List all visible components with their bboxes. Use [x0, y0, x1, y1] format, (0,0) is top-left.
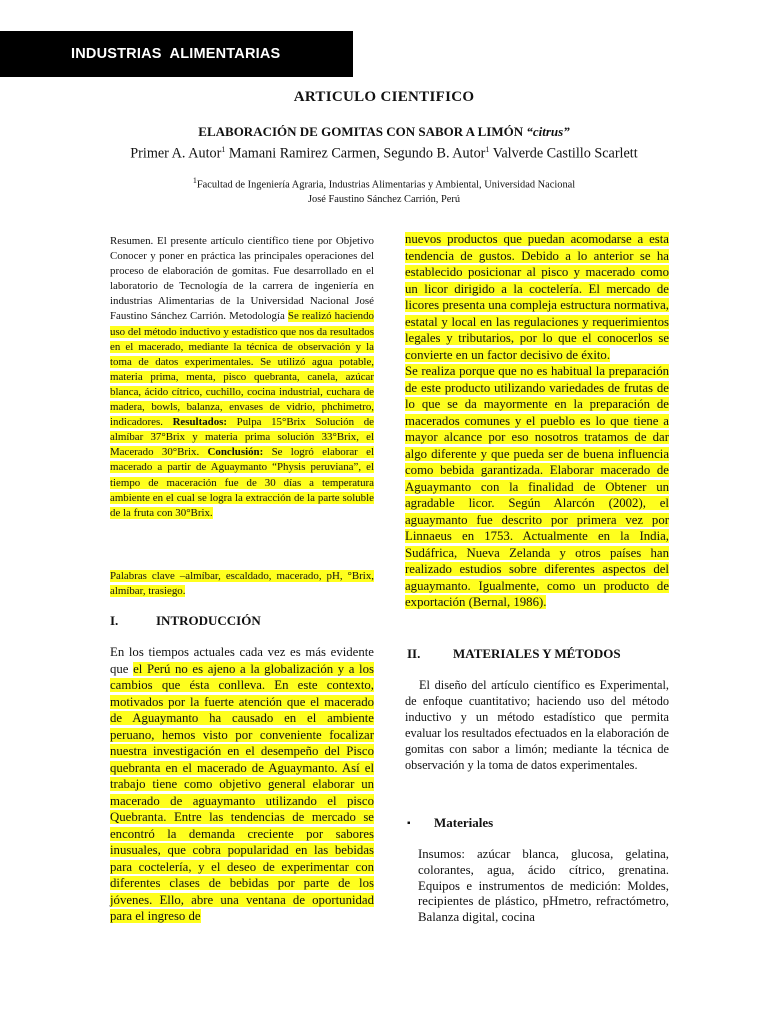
- abstract-conclusion: Se logró elaborar el macerado a partir de Aguaymanto “Physis peruviana”, el tiempo de maceración fue de 30 días a temperatura ambiente en el cual se logra la extracción de la parte soluble de la fruta con 30°Brix.: [110, 446, 374, 519]
- methods-heading: [407, 646, 621, 662]
- introduction-start: En los tiempos actuales cada vez es más evidente que: [110, 645, 374, 676]
- abstract-method: Se realizó haciendo uso del método inductivo y estadístico que nos da resultados en el macerado, mediante la técnica de observación y la toma de datos experimentales. Se utilizó agua potable, materia prima, menta, pisco quebranta, canela, azúcar blanca, ácido cítrico, cuchillo, cocina industrial, cuchara de madera, bowls, balanza, envases de vidrio, phchimetro, indicadores.: [110, 310, 374, 429]
- methods-number: II.: [407, 646, 421, 661]
- keywords-text: Palabras clave –almíbar, escaldado, macerado, pH, °Brix, almíbar, trasiego.: [110, 570, 374, 598]
- square-bullet-icon: ▪: [407, 818, 411, 829]
- right-paragraph-2: Se realiza porque que no es habitual la preparación de este producto utilizando variedades de frutas de lo que se da mayormente en la preparación de macerados comunes y el pueblo es lo que tiene a mayor alcance por eso nosotros tratamos de dar algo diferente y que pueda ser de buena influencia como bebida garantizada. Elaborar macerado de Aguaymanto con la finalidad de Obtener un agradable licor. Según Alarcón (2002), el aguaymanto fue descrito por primera vez por Linnaeus en 1753. Actualmente en la India, Sudáfrica, Nueva Zelanda y otros países han realizado estudios sobre diferentes aspectos del aguaymanto. Igualmente, como un producto de exportación (Bernal, 1986).: [405, 364, 669, 609]
- materials-heading: [407, 815, 493, 831]
- materials-paragraph: Insumos: azúcar blanca, glucosa, gelatina, colorantes, agua, ácido cítrico, grenatina. Equipos e instrumentos de medición: Moldes, recipientes de plástico, pHmetro, refractómetro, Balanza digital, cocina: [418, 847, 669, 925]
- title-main: ELABORACIÓN DE GOMITAS CON SABOR A LIMÓN: [198, 124, 527, 139]
- abstract-results: Pulpa 15°Brix Solución de almíbar 37°Brix y materia prima solución 33°Brix, el Macerado 30°Brix.: [110, 416, 374, 459]
- introduction-heading: [110, 613, 261, 629]
- authors-c: Valverde Castillo Scarlett: [489, 145, 638, 162]
- conclusion-label: Conclusión:: [207, 446, 264, 459]
- abstract: [110, 234, 374, 521]
- introduction-number: I.: [110, 613, 119, 628]
- methods-title: MATERIALES Y MÉTODOS: [453, 646, 621, 661]
- materials-title: Materiales: [434, 815, 494, 830]
- methods-design-paragraph: El diseño del artículo científico es Experimental, de enfoque cuantitativo; haciendo uso del método inductivo y un método estadístico que permita evaluar los resultados efectuados en la elaboración de gomitas con sabor a limón; mediante la técnica de observación y la toma de datos experimentales.: [405, 678, 669, 772]
- article-title: [0, 124, 768, 140]
- banner-text: INDUSTRIAS ALIMENTARIAS: [71, 46, 281, 62]
- affiliation-line-1: [0, 176, 768, 190]
- title-tail: “citrus”: [526, 124, 570, 139]
- affiliation-line-2: José Faustino Sánchez Carrión, Perú: [307, 194, 461, 205]
- introduction-highlight: el Perú no es ajeno a la globalización y a los cambios que ésta conlleva. En este contexto, motivados por la fuerte atención que el macerado de Aguaymanto ha causado en el ambiente peruano, hemos visto por conveniente focalizar nuestra investigación en el desempeño del Pisco quebranta en el macerado de Aguaymanto. Así el trabajo tiene como objetivo general elaborar un macerado de aguaymanto utilizando el pisco Quebranta. Entre las tendencias de mercado se encontró la demanda creciente por sabores inusuales, que cobra popularidad en las bebidas para coctelería, y el deseo de experimentar con diferentes clases de bebidas por parte de los jóvenes. Ello, abre una ventana de oportunidad para el ingreso de: [110, 661, 374, 923]
- author-superscript-2: 1: [485, 145, 490, 154]
- results-label: Resultados:: [172, 416, 228, 429]
- right-column-text: [405, 231, 669, 611]
- document-type: ARTICULO CIENTIFICO: [293, 89, 475, 105]
- author-superscript-1: 1: [221, 145, 226, 154]
- introduction-paragraph: [110, 644, 374, 925]
- abstract-intro: Resumen. El presente artículo científico tiene por Objetivo Conocer y poner en práctica las principales operaciones del proceso de elaboración de gomitas. Fue desarrollado en el laboratorio de Tecnología de la carrera de ingeniería en industrias Alimentarias de la Universidad Nacional José Faustino Sánchez Carrión. Metodología: [110, 235, 374, 323]
- abstract-highlighted: [110, 310, 374, 518]
- authors-a: Primer A. Autor: [130, 145, 222, 162]
- right-paragraph-1: nuevos productos que puedan acomodarse a esta tendencia de gustos. Debido a lo anterior se ha establecido posicionar al pisco y macerado como un licor dirigido a la coctelería. El mercado de licores presenta una compleja estructura normativa, estatal y local en las regulaciones y requerimientos legales y tributarios, por lo que el conocerlos se convierte en un factor decisivo de éxito.: [405, 232, 669, 362]
- affiliation-text-1: Facultad de Ingeniería Agraria, Industrias Alimentarias y Ambiental, Universidad Nacional: [196, 179, 576, 191]
- authors-b: Mamani Ramirez Carmen, Segundo B. Autor: [225, 145, 486, 162]
- author-list: [125, 141, 643, 163]
- affiliation-superscript: 1: [192, 176, 197, 185]
- journal-banner: [0, 31, 353, 77]
- introduction-title: INTRODUCCIÓN: [156, 613, 261, 628]
- keywords: [110, 569, 374, 599]
